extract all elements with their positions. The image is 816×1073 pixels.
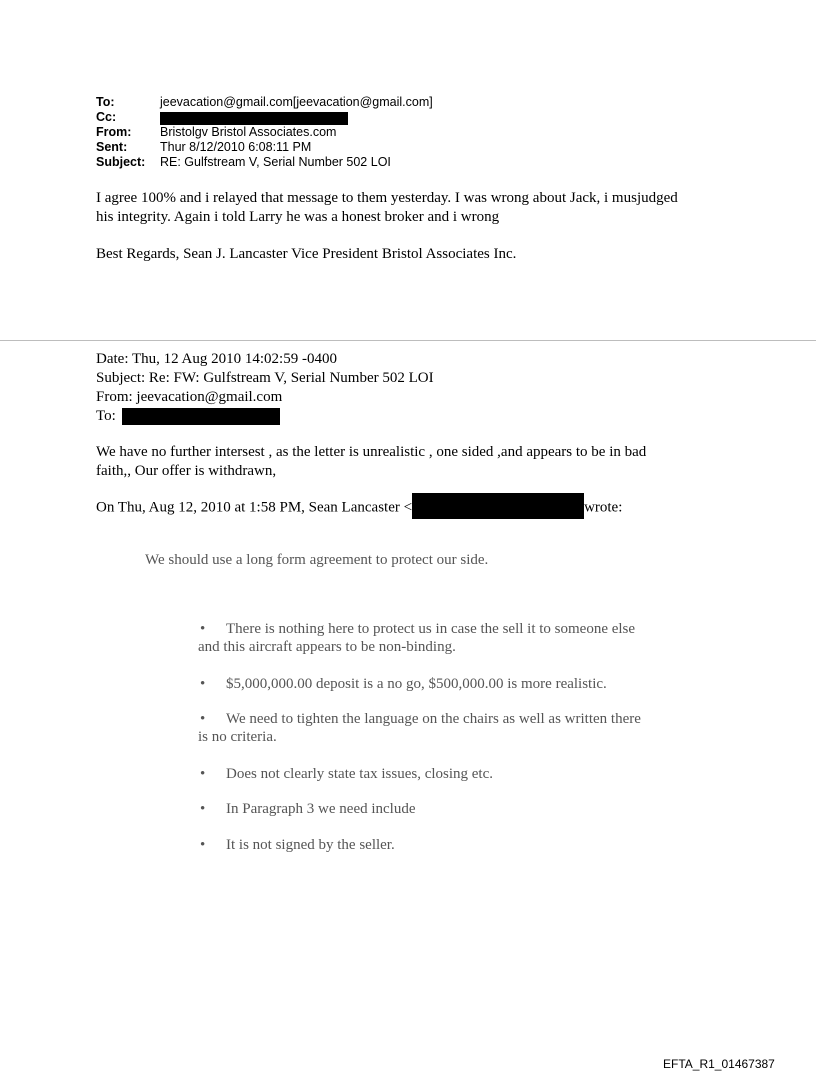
bullet-text: $5,000,000.00 deposit is a no go, $500,000.00 is more realistic.	[226, 676, 607, 692]
bullet-text: We need to tighten the language on the chairs as well as written there	[226, 711, 641, 727]
sent-row	[96, 140, 433, 155]
bullet-text: Does not clearly state tax issues, closing etc.	[226, 766, 494, 782]
bullet-text: There is nothing here to protect us in case the sell it to someone else	[226, 621, 636, 637]
subject-line: Subject: Re: FW: Gulfstream V, Serial Number 502 LOI	[96, 370, 434, 386]
cc-row	[96, 110, 433, 125]
divider	[0, 340, 816, 341]
email1-body	[96, 189, 678, 227]
to-value: jeevacation@gmail.com[jeevacation@gmail.com]	[160, 95, 433, 109]
subject-row	[96, 155, 433, 170]
body-line: his integrity. Again i told Larry he was a honest broker and i wrong	[96, 209, 500, 225]
bullet-text-cont: and this aircraft appears to be non-binding.	[198, 639, 456, 655]
quote-intro	[96, 497, 622, 519]
from-value: Bristolgv Bristol Associates.com	[160, 125, 337, 139]
body-line: I agree 100% and i relayed that message to them yesterday. I was wrong about Jack, i musjudged	[96, 190, 678, 206]
bullet-icon: •	[200, 837, 206, 853]
to-row	[96, 95, 433, 110]
bullet-text: It is not signed by the seller.	[226, 837, 395, 853]
to-line	[96, 407, 434, 426]
list-item	[198, 836, 678, 854]
body-line: We have no further intersest , as the letter is unrealistic , one sided ,and appears to be in bad	[96, 444, 647, 460]
bullet-text: In Paragraph 3 we need include	[226, 801, 416, 817]
document-id: EFTA_R1_01467387	[663, 1057, 775, 1071]
cc-value	[160, 110, 348, 125]
sent-value: Thur 8/12/2010 6:08:11 PM	[160, 140, 312, 154]
date-line: Date: Thu, 12 Aug 2010 14:02:59 -0400	[96, 351, 337, 367]
bullet-icon: •	[200, 711, 206, 727]
email2-header	[96, 350, 434, 426]
quote-intro-prefix: On Thu, Aug 12, 2010 at 1:58 PM, Sean Lancaster <	[96, 499, 413, 516]
quote-intro-suffix: wrote:	[584, 499, 623, 516]
email-header	[96, 95, 433, 170]
list-item	[198, 710, 678, 746]
quoted-lead: We should use a long form agreement to protect our side.	[145, 552, 489, 568]
redaction-block	[160, 112, 348, 125]
redaction-block	[412, 493, 584, 519]
bullet-text-cont: is no criteria.	[198, 729, 277, 745]
subject-label: Subject:	[96, 155, 146, 169]
bullet-icon: •	[200, 676, 206, 692]
list-item	[198, 765, 678, 783]
list-item	[198, 620, 678, 656]
bullet-icon: •	[200, 801, 206, 817]
list-item	[198, 675, 678, 693]
redaction-block	[122, 408, 280, 425]
from-row	[96, 125, 433, 140]
subject-value: RE: Gulfstream V, Serial Number 502 LOI	[160, 155, 391, 169]
bullet-icon: •	[200, 621, 206, 637]
cc-label: Cc:	[96, 110, 117, 124]
to-label: To:	[96, 95, 115, 109]
sent-label: Sent:	[96, 140, 128, 154]
email2-body	[96, 443, 646, 481]
list-item	[198, 800, 678, 818]
from-label: From:	[96, 125, 132, 139]
to-label: To:	[96, 408, 116, 424]
from-line: From: jeevacation@gmail.com	[96, 389, 283, 405]
email1-signature: Best Regards, Sean J. Lancaster Vice President Bristol Associates Inc.	[96, 246, 517, 262]
body-line: faith,, Our offer is withdrawn,	[96, 463, 277, 479]
bullet-icon: •	[200, 766, 206, 782]
